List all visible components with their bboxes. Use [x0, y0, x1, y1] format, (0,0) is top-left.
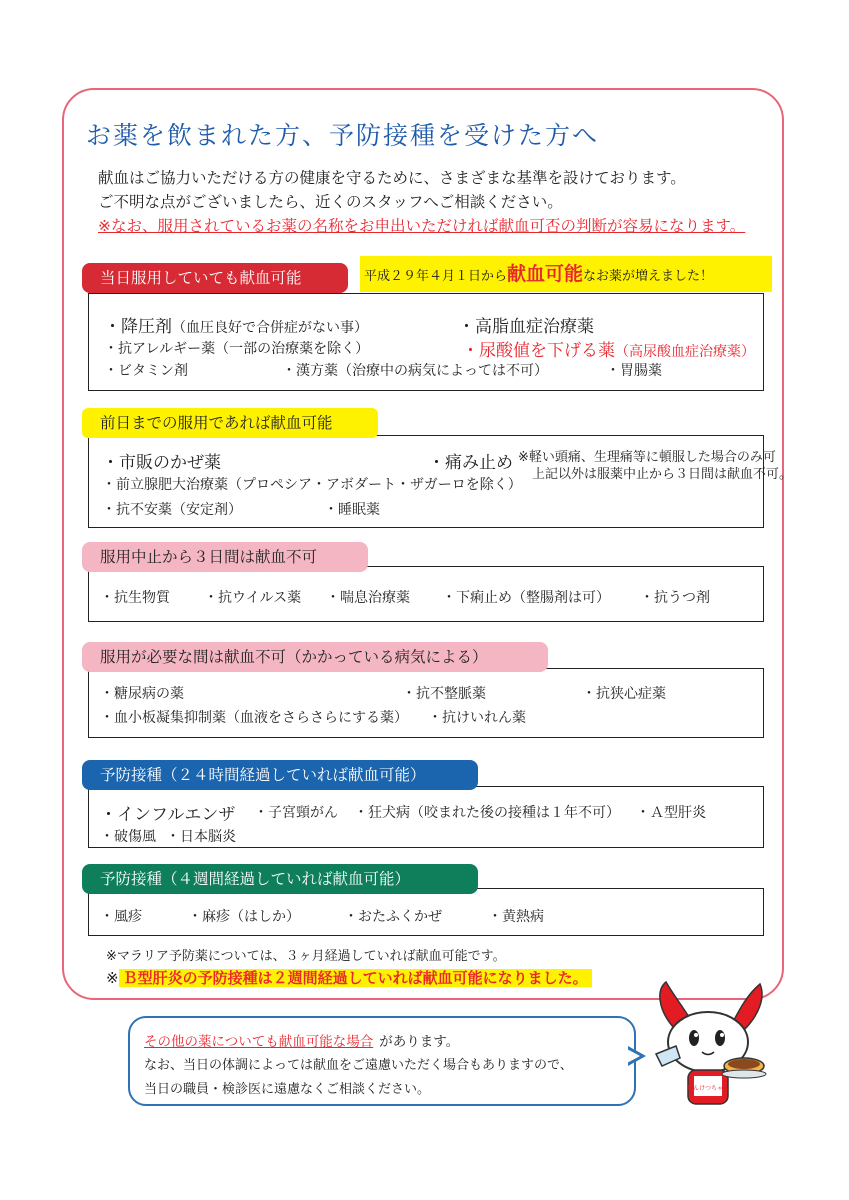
s2-note-1: ※軽い頭痛、生理痛等に頓服した場合のみ可 [518, 450, 776, 465]
section6-label: 予防接種（４週間経過していれば献血可能） [82, 864, 478, 894]
s2-note-2: 上記以外は服薬中止から３日間は献血不可。 [532, 467, 793, 482]
bubble-line-3: 当日の職員・検診医に遠慮なくご相談ください。 [144, 1082, 431, 1097]
s5-item-rabies: ・狂犬病（咬まれた後の接種は１年不可） [354, 805, 620, 821]
s5-item-influenza: ・インフルエンザ [100, 805, 236, 825]
s6-item-yellow-fever: ・黄熱病 [488, 909, 544, 925]
s3-item-antibiotics: ・抗生物質 [100, 590, 170, 606]
section3-label: 服用中止から３日間は献血不可 [82, 542, 368, 572]
bubble-tail-inner [627, 1049, 640, 1063]
intro-warning: ※なお、服用されているお薬の名称をお申出いただければ献血可否の判断が容易になります。 [98, 217, 746, 235]
s3-item-antidepressant: ・抗うつ剤 [640, 590, 710, 606]
banner-prefix: 平成２９年４月１日から [364, 269, 508, 284]
s2-item-prostate: ・前立腺肥大治療薬（プロペシア・アボダート・ザガーロを除く） [102, 477, 522, 493]
s1-item-uric-acid: ・尿酸値を下げる薬（高尿酸血症治療薬） [462, 341, 755, 361]
s1-item-hyperlipidemia: ・高脂血症治療薬 [458, 317, 594, 337]
footnote-hepatitis-b: ※ Ｂ型肝炎の予防接種は２週間経過していれば献血可能になりました。 [106, 966, 592, 990]
s1-item-antihypertensive: ・降圧剤（血圧良好で合併症がない事） [104, 317, 368, 337]
footnote-malaria: ※マラリア予防薬については、３ヶ月経過していれば献血可能です。 [106, 949, 506, 964]
banner-suffix: なお薬が増えました！ [583, 269, 714, 284]
section5-label: 予防接種（２４時間経過していれば献血可能） [82, 760, 478, 790]
s5-item-cervical-cancer: ・子宮頸がん [254, 805, 338, 821]
s4-item-anticonvulsant: ・抗けいれん薬 [428, 710, 526, 726]
bubble-line-2: なお、当日の体調によっては献血をご遠慮いただく場合もありますので、 [144, 1058, 573, 1073]
s3-item-asthma: ・喘息治療薬 [326, 590, 410, 606]
s4-item-diabetes: ・糖尿病の薬 [100, 686, 184, 702]
consultation-bubble [128, 1016, 636, 1106]
s2-item-anxiolytic: ・抗不安薬（安定剤） [102, 502, 242, 518]
s6-item-rubella: ・風疹 [100, 909, 142, 925]
section1-label: 当日服用していても献血可能 [82, 263, 348, 293]
section4-label: 服用が必要な間は献血不可（かかっている病気による） [82, 642, 548, 672]
s5-item-tetanus: ・破傷風 [100, 829, 156, 845]
s5-item-hepatitis-a: ・Ａ型肝炎 [636, 805, 706, 821]
s6-item-measles: ・麻疹（はしか） [188, 909, 300, 925]
s4-item-antianginal: ・抗狭心症薬 [582, 686, 666, 702]
s3-item-antiviral: ・抗ウイルス薬 [204, 590, 302, 606]
intro-line-2: ご不明な点がございましたら、近くのスタッフへご相談ください。 [98, 193, 563, 211]
s6-item-mumps: ・おたふくかぜ [344, 909, 442, 925]
s2-item-painkiller: ・痛み止め [428, 453, 513, 473]
s1-item-vitamin: ・ビタミン剤 [104, 363, 188, 379]
intro-line-1: 献血はご協力いただける方の健康を守るために、さまざまな基準を設けております。 [98, 169, 686, 187]
s2-item-cold-medicine: ・市販のかぜ薬 [102, 453, 221, 473]
s3-item-antidiarrheal: ・下痢止め（整腸剤は可） [442, 590, 610, 606]
svg-text:けんけつちゃん: けんけつちゃん [686, 1085, 730, 1092]
s2-item-sleeping: ・睡眠薬 [324, 502, 380, 518]
new-drugs-banner [360, 256, 772, 292]
s1-item-antiallergy: ・抗アレルギー薬（一部の治療薬を除く） [104, 341, 370, 357]
banner-emphasis: 献血可能 [507, 263, 584, 285]
s1-item-kampo: ・漢方薬（治療中の病気によっては不可） [282, 363, 548, 379]
s4-item-antiarrhythmic: ・抗不整脈薬 [402, 686, 486, 702]
s5-item-japanese-encephalitis: ・日本脳炎 [166, 829, 236, 845]
mascot-kenketsu-chan-icon [648, 980, 768, 1108]
bubble-line-1: その他の薬についても献血可能な場合 があります。 [144, 1034, 460, 1050]
s1-item-gastro: ・胃腸薬 [606, 363, 662, 379]
s4-item-antiplatelet: ・血小板凝集抑制薬（血液をさらさらにする薬） [100, 710, 408, 726]
page-title: お薬を飲まれた方、予防接種を受けた方へ [86, 121, 600, 150]
other-drugs-link[interactable]: その他の薬についても献血可能な場合 [144, 1034, 374, 1050]
section4-box [88, 668, 764, 738]
section2-label: 前日までの服用であれば献血可能 [82, 408, 378, 438]
